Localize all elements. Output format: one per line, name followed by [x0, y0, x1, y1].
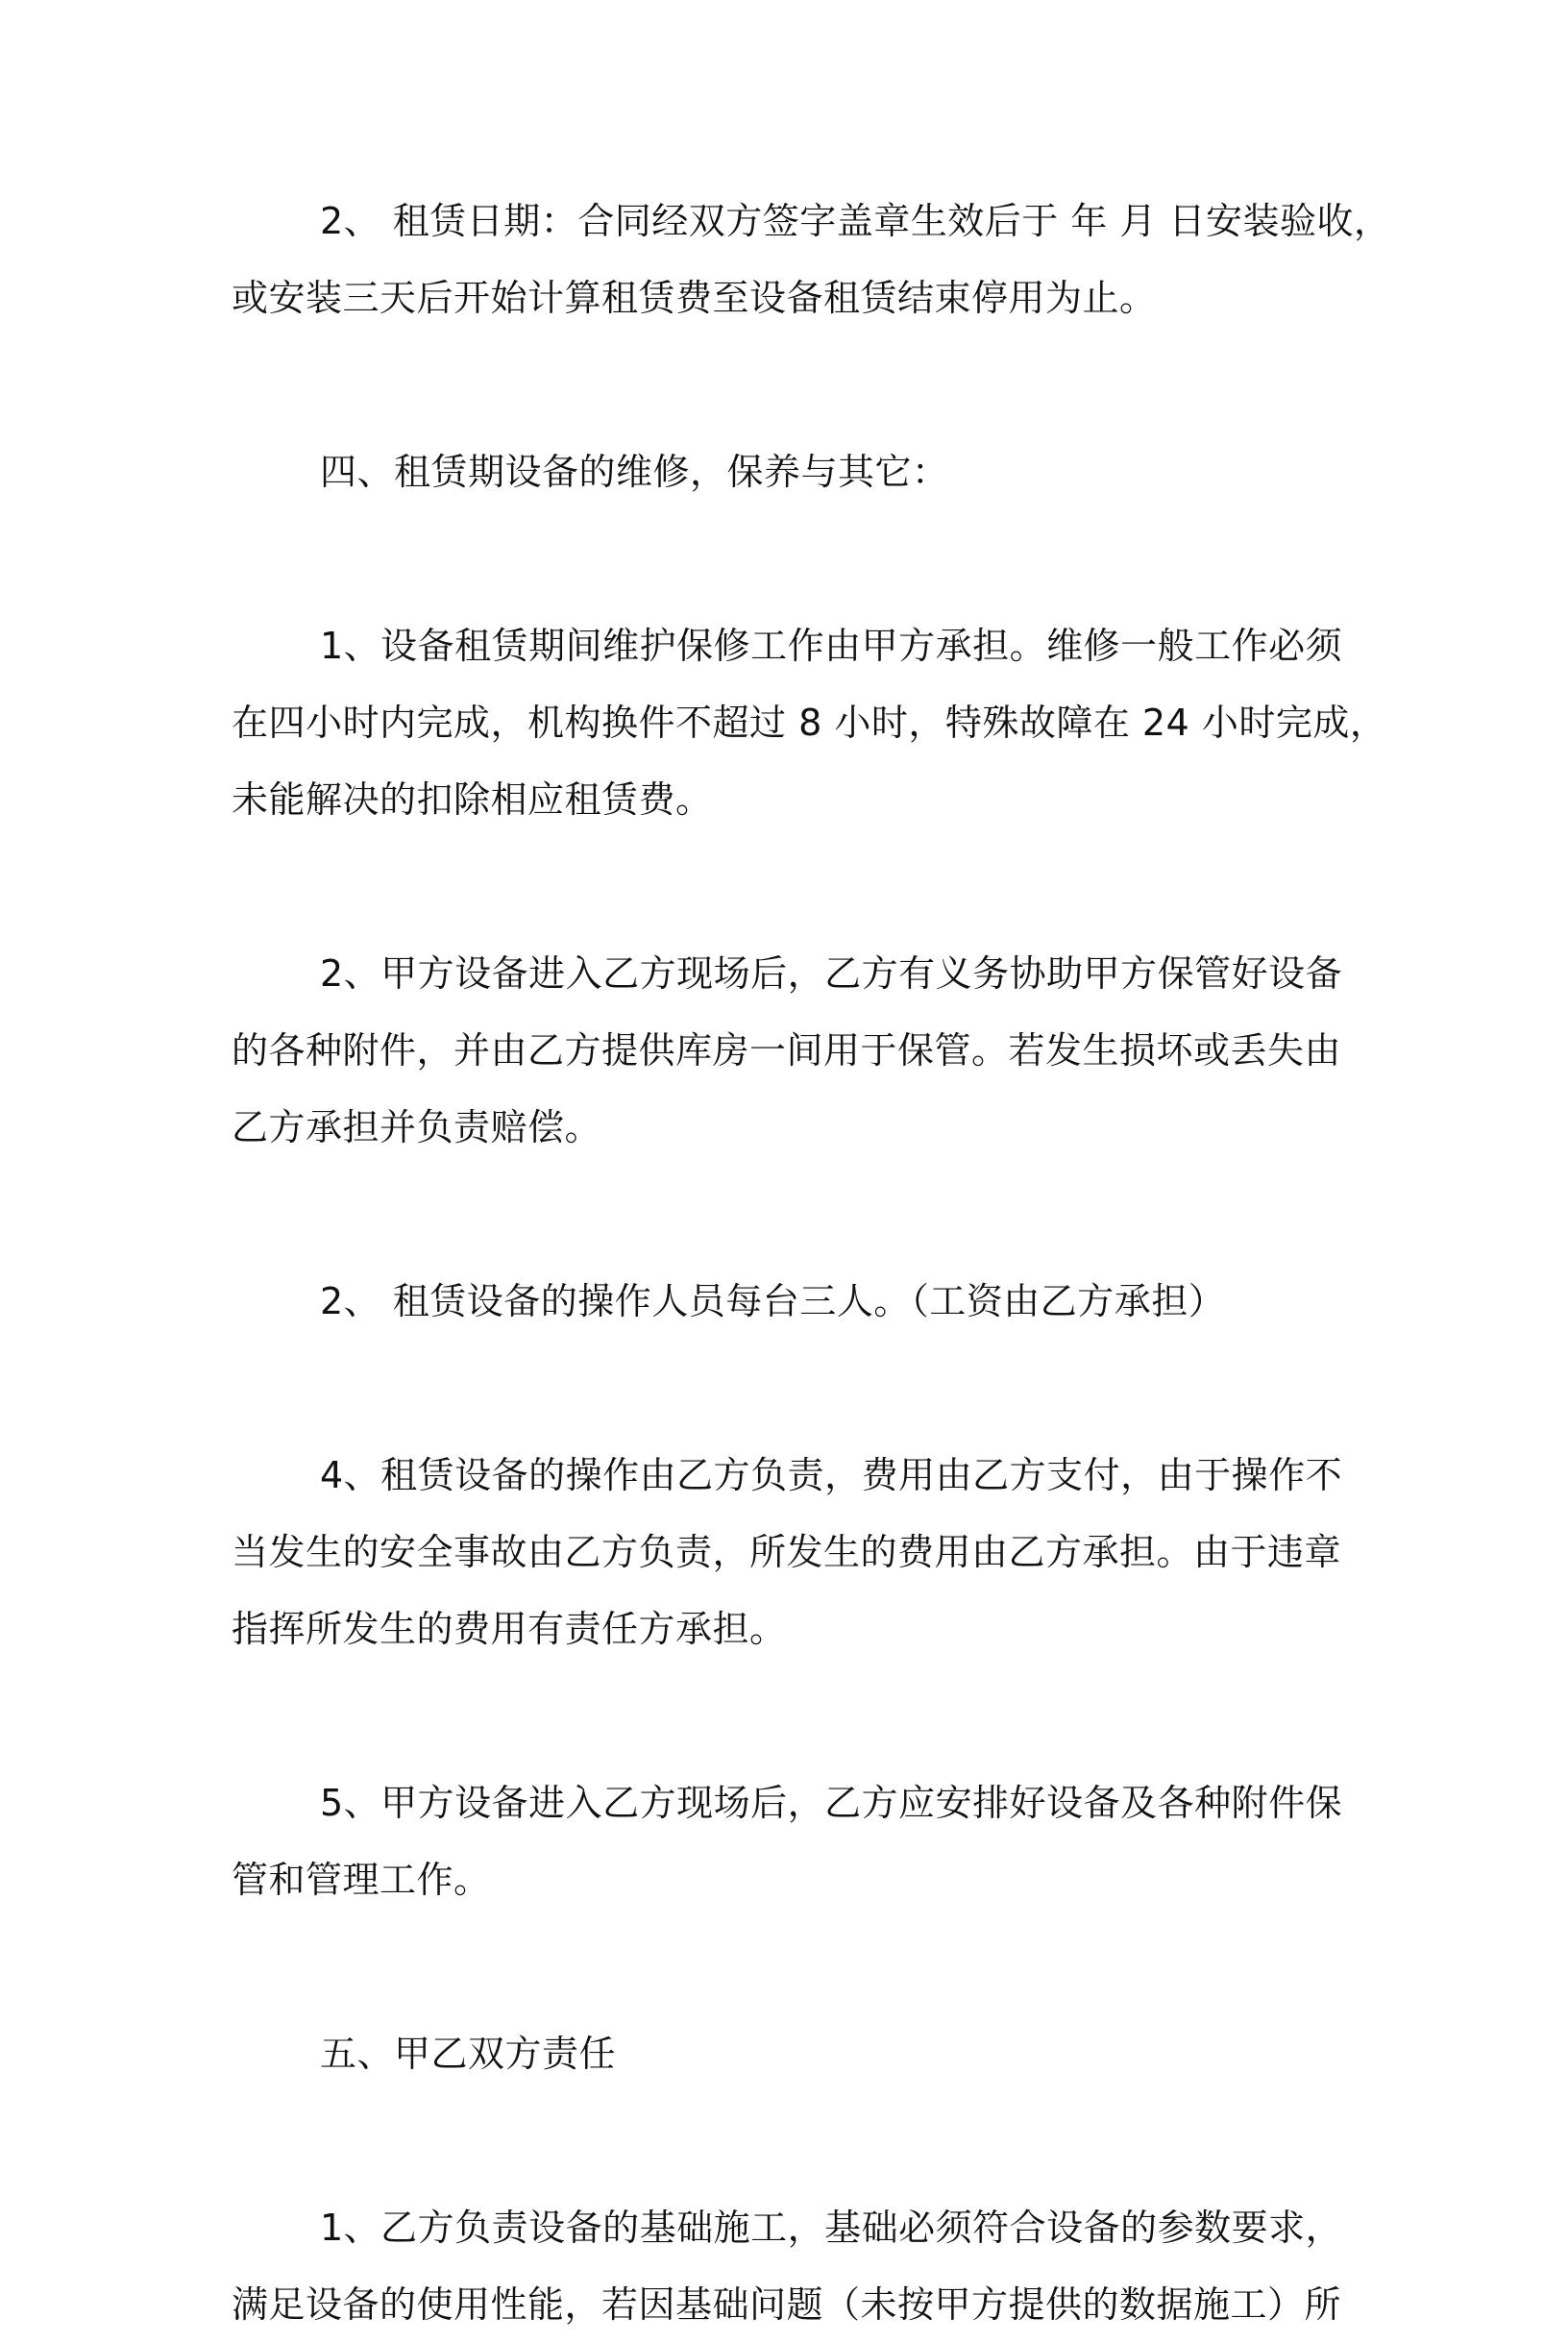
- text-line: 满足设备的使用性能，若因基础问题（未按甲方提供的数据施工）所: [232, 2283, 1342, 2326]
- text-line: 1、设备租赁期间维护保修工作由甲方承担。维修一般工作必须: [320, 625, 1343, 667]
- paragraph-maintenance-4: [232, 1437, 1343, 1667]
- text-line: 指挥所发生的费用有责任方承担。: [232, 1608, 787, 1650]
- paragraph-maintenance-2: [232, 935, 1343, 1166]
- text-line: 2、 租赁日期：合同经双方签字盖章生效后于 年 月 日安装验收，: [320, 200, 1391, 242]
- text-line: 2、 租赁设备的操作人员每台三人。（工资由乙方承担）: [320, 1280, 1226, 1322]
- text-line: 当发生的安全事故由乙方负责，所发生的费用由乙方承担。由于违章: [232, 1531, 1342, 1573]
- section-heading: 五、甲乙双方责任: [320, 2033, 617, 2075]
- text-line: 的各种附件，并由乙方提供库房一间用于保管。若发生损坏或丢失由: [232, 1029, 1342, 1072]
- text-line: 1、乙方负责设备的基础施工，基础必须符合设备的参数要求，: [320, 2207, 1343, 2249]
- section-heading-responsibilities: [232, 2015, 1317, 2092]
- paragraph-lease-date: [232, 183, 1391, 336]
- text-line: 乙方承担并负责赔偿。: [232, 1106, 602, 1148]
- paragraph-maintenance-1: [232, 607, 1387, 838]
- text-line: 未能解决的扣除相应租赁费。: [232, 778, 713, 821]
- text-line: 4、租赁设备的操作由乙方负责，费用由乙方支付，由于操作不: [320, 1454, 1343, 1496]
- document-body: [232, 183, 1391, 2343]
- text-line: 在四小时内完成，机构换件不超过 8 小时，特殊故障在 24 小时完成，: [232, 702, 1387, 744]
- section-heading-maintenance: [232, 433, 1317, 510]
- text-line: 管和管理工作。: [232, 1859, 491, 1901]
- paragraph-operators: [232, 1263, 1317, 1340]
- text-line: 5、甲方设备进入乙方现场后，乙方应安排好设备及各种附件保: [320, 1782, 1343, 1824]
- text-line: 2、甲方设备进入乙方现场后，乙方有义务协助甲方保管好设备: [320, 952, 1343, 995]
- text-line: 或安装三天后开始计算租赁费至设备租赁结束停用为止。: [232, 277, 1157, 319]
- paragraph-responsibilities-1: [232, 2189, 1343, 2343]
- paragraph-maintenance-5: [232, 1764, 1343, 1918]
- section-heading: 四、租赁期设备的维修，保养与其它：: [320, 451, 949, 493]
